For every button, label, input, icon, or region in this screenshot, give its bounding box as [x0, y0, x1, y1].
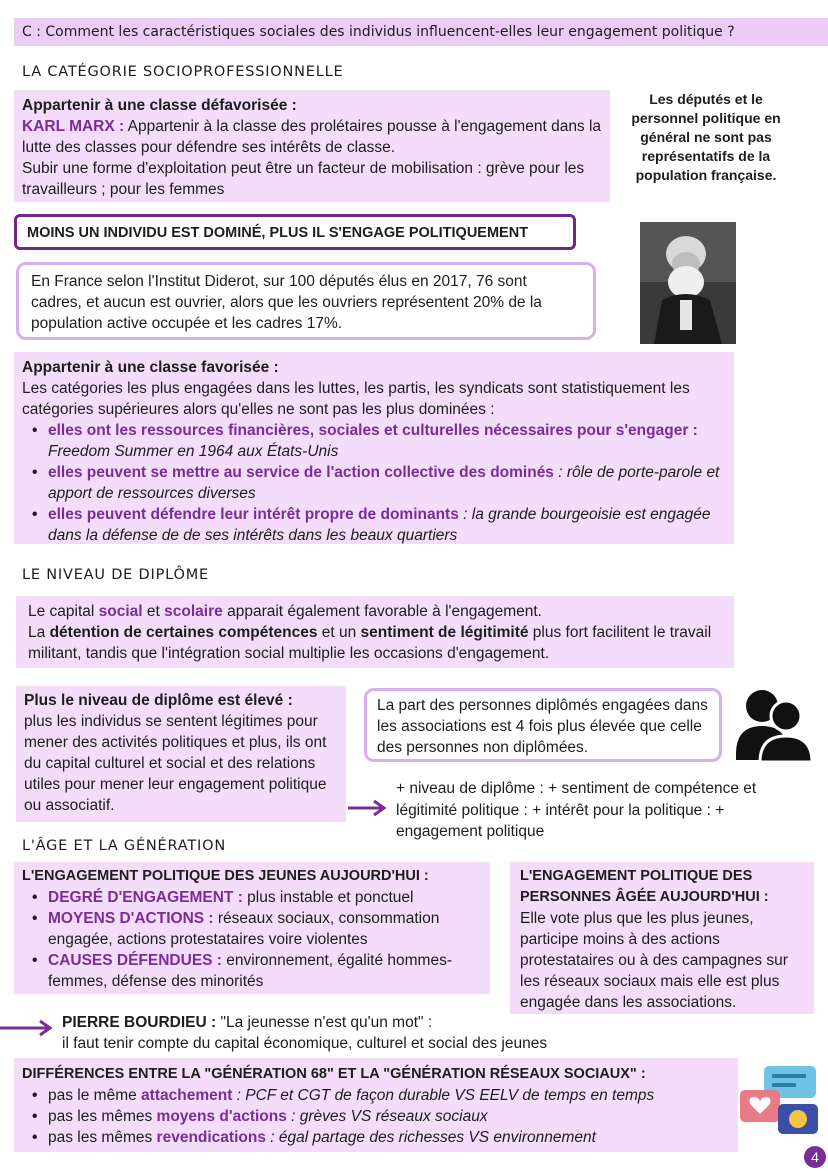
capital-text: apparait également favorable à l'engagement. — [222, 603, 542, 620]
karl-marx-portrait — [640, 222, 736, 344]
capital-social: social — [98, 603, 143, 620]
arrow-icon — [346, 798, 390, 818]
list-item-text: : rôle de porte-parole et apport de ressources diverses — [48, 464, 720, 502]
list-item-pre: pas les mêmes — [48, 1129, 157, 1146]
capital-text: Le capital — [28, 603, 99, 620]
list-item-strong: revendications — [156, 1129, 266, 1146]
capital-legitimite: sentiment de légitimité — [360, 624, 529, 641]
list-item-strong: elles ont les ressources financières, sociales et culturelles nécessaires pour s'engager : — [48, 422, 698, 439]
section-title-csp: LA CATÉGORIE SOCIOPROFESSIONNELLE — [22, 64, 344, 80]
list-item-strong: MOYENS D'ACTIONS : — [48, 910, 214, 927]
generations-list — [22, 1085, 730, 1148]
bourdieu-block — [62, 1012, 662, 1054]
agees-box — [510, 862, 814, 1014]
list-item-text: : égal partage des richesses VS environnement — [265, 1129, 596, 1146]
side-note: Les députés et le personnel politique en général ne sont pas représentatifs de la population française. — [631, 91, 781, 183]
list-item-text: Freedom Summer en 1964 aux États-Unis — [48, 443, 339, 460]
karl-marx-label: KARL MARX : — [22, 118, 125, 135]
favorisee-box — [14, 352, 734, 544]
diplome-box — [16, 686, 346, 822]
portrait-illustration — [640, 222, 736, 344]
list-item-strong: DEGRÉ D'ENGAGEMENT : — [48, 889, 243, 906]
list-item — [22, 1106, 730, 1127]
list-item-strong: moyens d'actions — [156, 1108, 287, 1125]
chat-bubbles-icon — [736, 1064, 822, 1144]
list-item-strong: elles peuvent se mettre au service de l'action collective des dominés — [48, 464, 554, 481]
section-title-age: L'ÂGE ET LA GÉNÉRATION — [22, 838, 226, 854]
part-box — [364, 688, 722, 762]
favorisee-title: Appartenir à une classe favorisée : — [22, 359, 279, 376]
list-item-text: : grèves VS réseaux sociaux — [286, 1108, 488, 1125]
diplome-title: Plus le niveau de diplôme est élevé : — [24, 692, 293, 709]
list-item — [22, 887, 482, 908]
list-item-strong: elles peuvent défendre leur intérêt propre de dominants — [48, 506, 459, 523]
defavorisee-text2: Subir une forme d'exploitation peut être un facteur de mobilisation : grève pour les travailleurs ; pour les femmes — [22, 160, 585, 198]
capital-line1 — [28, 601, 722, 622]
jeunes-box — [14, 862, 490, 994]
defavorisee-title: Appartenir à une classe défavorisée : — [22, 97, 297, 114]
defavorisee-text1: Appartenir à la classe des prolétaires pousse à l'engagement dans la lutte des classes pour défendre ses intérêts de classe. — [22, 118, 602, 156]
jeunes-title: L'ENGAGEMENT POLITIQUE DES JEUNES AUJOURD'HUI : — [22, 868, 429, 884]
favorisee-list — [22, 420, 726, 546]
part-text: La part des personnes diplômés engagées dans les associations est 4 fois plus élevée que celle des personnes non diplômées. — [377, 697, 708, 756]
list-item-pre: pas les mêmes — [48, 1108, 157, 1125]
capital-text: plus fort facilitent le travail militant, tandis que l'intégration social multiplie les occasions d'engagement. — [28, 624, 712, 662]
list-item — [22, 1127, 730, 1148]
defavorisee-text — [22, 116, 602, 158]
generations-title: DIFFÉRENCES ENTRE LA "GÉNÉRATION 68" ET LA "GÉNÉRATION RÉSEAUX SOCIAUX" : — [22, 1066, 646, 1082]
diderot-text: En France selon l'Institut Diderot, sur 100 députés élus en 2017, 76 sont cadres, et aucun est ouvrier, alors que les ouvriers représentent 20% de la population active occupée et les cadres 17%. — [31, 273, 542, 332]
diplome-text: plus les individus se sentent légitimes pour mener des activités politiques et plus, ils ont du capital culturel et social et des relations utiles pour mener leur engagement politique ou associatif. — [24, 713, 327, 814]
capital-line2 — [28, 622, 722, 664]
list-item — [22, 1085, 730, 1106]
agees-title: L'ENGAGEMENT POLITIQUE DES PERSONNES ÂGÉE AUJOURD'HUI : — [520, 868, 769, 905]
list-item-strong: CAUSES DÉFENDUES : — [48, 952, 222, 969]
section-title-diplome: LE NIVEAU DE DIPLÔME — [22, 567, 209, 583]
arrow-icon — [0, 1018, 56, 1038]
capital-text: et — [142, 603, 165, 620]
jeunes-list — [22, 887, 482, 992]
bourdieu-line1 — [62, 1012, 662, 1033]
users-icon — [736, 684, 812, 764]
list-item-text: : PCF et CGT de façon durable VS EELV de temps en temps — [232, 1087, 655, 1104]
list-item-strong: attachement — [141, 1087, 233, 1104]
principle-box: MOINS UN INDIVIDU EST DOMINÉ, PLUS IL S'ENGAGE POLITIQUEMENT — [14, 214, 576, 250]
bourdieu-quote: "La jeunesse n'est qu'un mot" : — [216, 1014, 433, 1031]
chain-text: + niveau de diplôme : + sentiment de compétence et légitimité politique : + intérêt pour la politique : + engagement politique — [396, 780, 757, 840]
defavorisee-box — [14, 90, 610, 202]
page-number: 4 — [804, 1146, 826, 1168]
bourdieu-author: PIERRE BOURDIEU : — [62, 1014, 217, 1031]
list-item-text: réseaux sociaux, consommation engagée, actions protestataires voire violentes — [48, 910, 440, 948]
capital-scolaire: scolaire — [164, 603, 223, 620]
page-title: C : Comment les caractéristiques sociales des individus influencent-elles leur engagement politique ? — [22, 24, 735, 40]
capital-text: La — [28, 624, 50, 641]
list-item — [22, 908, 482, 950]
diderot-box — [16, 262, 596, 340]
list-item — [22, 504, 726, 546]
favorisee-intro: Les catégories les plus engagées dans les luttes, les partis, les syndicats sont statistiquement les catégories supérieures alors qu'elles ne sont pas les plus dominées : — [22, 380, 690, 418]
page-header — [14, 18, 828, 46]
capital-competences: détention de certaines compétences — [49, 624, 318, 641]
capital-text: et un — [317, 624, 361, 641]
list-item-text: environnement, égalité hommes-femmes, défense des minorités — [48, 952, 453, 990]
generations-box — [14, 1058, 738, 1152]
list-item-text: : la grande bourgeoisie est engagée dans la défense de de ses intérêts dans les beaux quartiers — [48, 506, 711, 544]
list-item-text: plus instable et ponctuel — [242, 889, 414, 906]
capital-box — [16, 596, 734, 668]
list-item — [22, 420, 726, 462]
list-item — [22, 950, 482, 992]
agees-text: Elle vote plus que les plus jeunes, participe moins à des actions protestataires ou à des campagnes sur les réseaux sociaux mais elle est plus engagée dans les associations. — [520, 910, 788, 1011]
list-item — [22, 462, 726, 504]
list-item-pre: pas le même — [48, 1087, 142, 1104]
bourdieu-text: il faut tenir compte du capital économique, culturel et social des jeunes — [62, 1035, 548, 1052]
